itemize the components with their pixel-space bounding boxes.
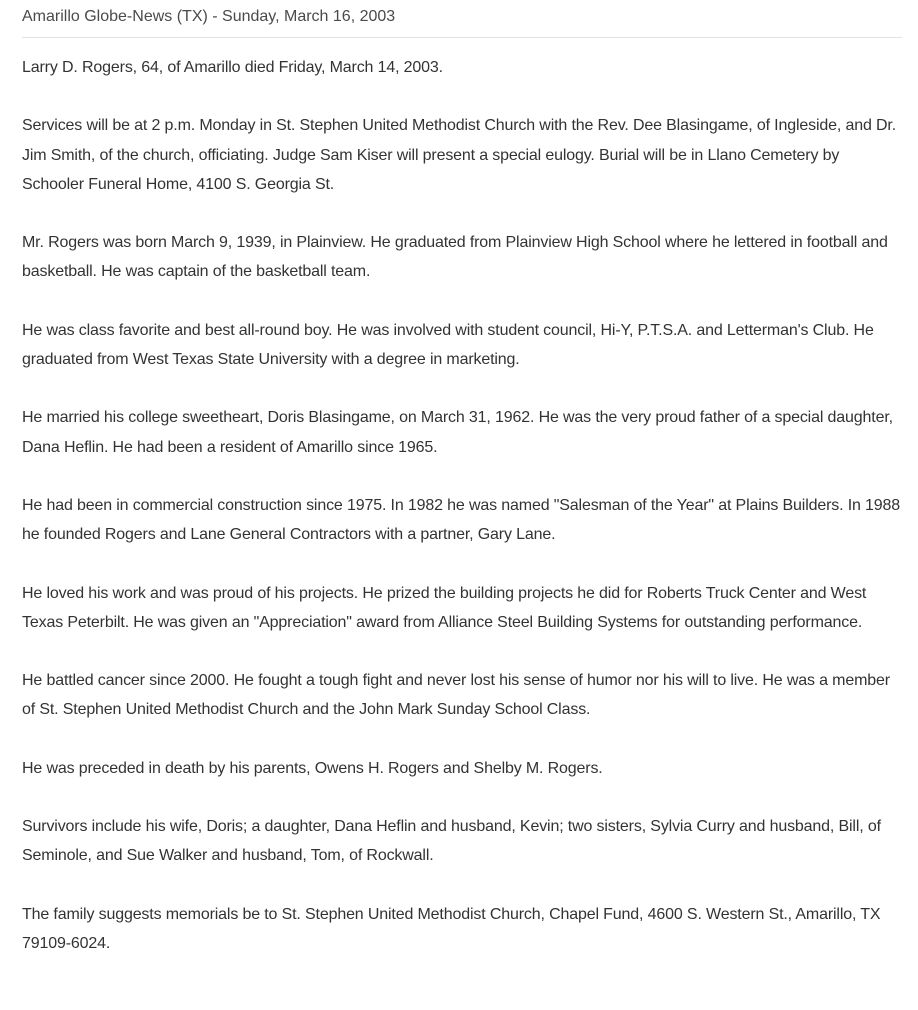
paragraph-school-activities: He was class favorite and best all-round boy. He was involved with student council, Hi-Y, P.T.S.A. and Letterman's Club. He graduated from West Texas State University with a degree in marketing. bbox=[22, 321, 874, 369]
paragraph-marriage-family: He married his college sweetheart, Doris Blasingame, on March 31, 1962. He was the very proud father of a special daughter, Dana Heflin. He had been a resident of Amarillo since 1965. bbox=[22, 409, 893, 456]
obituary-text bbox=[22, 53, 902, 958]
paragraph-preceded-in-death: He was preceded in death by his parents, Owens H. Rogers and Shelby M. Rogers. bbox=[22, 759, 603, 777]
paragraph-services: Services will be at 2 p.m. Monday in St. Stephen United Methodist Church with the Rev. Dee Blasingame, of Ingleside, and Dr. Jim Smith, of the church, officiating. Judge Sam Kiser will present a special eulogy. Burial will be in Llano Cemetery by Schooler Funeral Home, 4100 S. Georgia St. bbox=[22, 117, 897, 193]
paragraph-birth-education: Mr. Rogers was born March 9, 1939, in Plainview. He graduated from Plainview High School where he lettered in football and basketball. He was captain of the basketball team. bbox=[22, 234, 888, 281]
paragraph-career: He had been in commercial construction since 1975. In 1982 he was named "Salesman of the Year" at Plains Builders. In 1988 he founded Rogers and Lane General Contractors with a partner, Gary Lane. bbox=[22, 496, 901, 544]
paragraph-memorials: The family suggests memorials be to St. Stephen United Methodist Church, Chapel Fund, 4600 S. Western St., Amarillo, TX 79109-6024. bbox=[22, 905, 881, 952]
paragraph-survivors: Survivors include his wife, Doris; a daughter, Dana Heflin and husband, Kevin; two sisters, Sylvia Curry and husband, Bill, of Seminole, and Sue Walker and husband, Tom, of Rockwall. bbox=[22, 818, 881, 865]
source-header: Amarillo Globe-News (TX) - Sunday, March 16, 2003 bbox=[22, 0, 902, 38]
paragraph-illness-church: He battled cancer since 2000. He fought a tough fight and never lost his sense of humor nor his will to live. He was a member of St. Stephen United Methodist Church and the John Mark Sunday School Class. bbox=[22, 672, 890, 719]
paragraph-projects: He loved his work and was proud of his projects. He prized the building projects he did for Roberts Truck Center and West Texas Peterbilt. He was given an "Appreciation" award from Alliance Steel Building Systems for outstanding performance. bbox=[22, 584, 867, 631]
paragraph-death-notice: Larry D. Rogers, 64, of Amarillo died Friday, March 14, 2003. bbox=[22, 59, 443, 76]
